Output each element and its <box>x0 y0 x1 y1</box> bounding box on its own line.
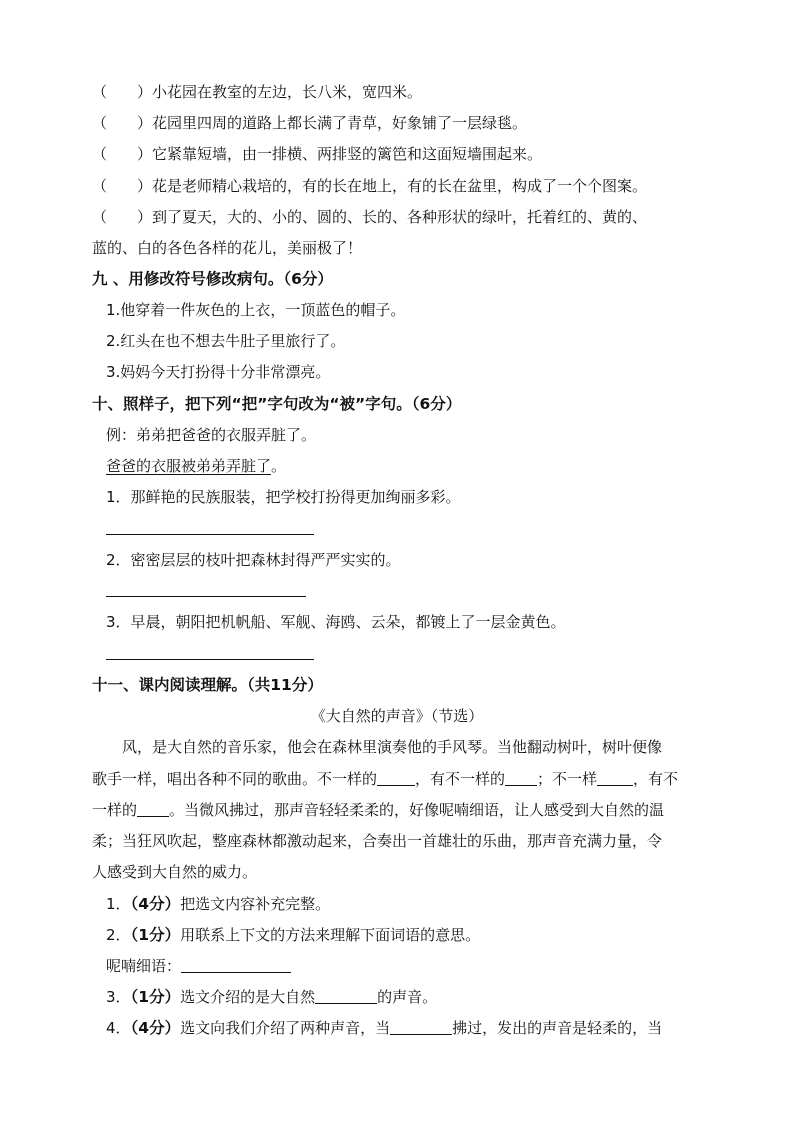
answer-line-3[interactable] <box>106 659 314 660</box>
example-answer-end: 。 <box>271 457 287 475</box>
question-text: 用联系上下文的方法来理解下面词语的意思。 <box>180 926 481 944</box>
question-number: 4． <box>106 1019 131 1037</box>
question-number: 1． <box>106 895 131 913</box>
order-row-3: （ ）它紧靠短墙，由一排横、两排竖的篱笆和这面短墙围起来。 <box>92 145 543 163</box>
fill-blank-4[interactable] <box>137 802 169 817</box>
order-row-2: （ ）花园里四周的道路上都长满了青草，好象铺了一层绿毯。 <box>92 114 528 132</box>
order-row-5: （ ）到了夏天，大的、小的、圆的、长的、各种形状的绿叶，托着红的、黄的、 <box>92 208 648 226</box>
question-2-word <box>106 956 291 976</box>
passage-line-5: 人感受到大自然的威力。 <box>92 863 258 881</box>
section10-heading: 十、照样子，把下列“把”字句改为“被”字句。（6分） <box>92 395 462 413</box>
question-text: 选文向我们介绍了两种声音，当 <box>180 1019 391 1037</box>
fill-blank-3[interactable] <box>597 771 633 786</box>
section9-heading: 九 、用修改符号修改病句。（6分） <box>92 270 333 288</box>
answer-line-1[interactable] <box>106 534 314 535</box>
passage-text: 。当微风拂过，那声音轻轻柔柔的，好像呢喃细语，让人感受到大自然的温 <box>169 801 665 819</box>
passage-text: ，有不 <box>633 770 679 788</box>
example-sentence: 例：弟弟把爸爸的衣服弄脏了。 <box>106 426 317 444</box>
passage-text: 一样的 <box>92 801 138 819</box>
question-2 <box>106 925 480 945</box>
sentence-3: 3.妈妈今天打扮得十分非常漂亮。 <box>106 363 331 381</box>
question-number: 2． <box>106 926 131 944</box>
fill-blank-1[interactable] <box>377 771 415 786</box>
order-row-4: （ ）花是老师精心栽培的，有的长在地上，有的长在盆里，构成了一个个图案。 <box>92 177 648 195</box>
question-text: 拂过，发出的声音是轻柔的，当 <box>452 1019 663 1037</box>
passage-line-3 <box>92 800 664 820</box>
passage-line-1: 风，是大自然的音乐家，他会在森林里演奏他的手风琴。当他翻动树叶，树叶便像 <box>92 738 663 756</box>
passage-text: ，有不一样的 <box>415 770 506 788</box>
question-1 <box>106 894 330 914</box>
word-meaning-blank[interactable] <box>181 958 291 973</box>
passage-title: 《大自然的声音》（节选） <box>310 707 484 725</box>
rewrite-item-3: 3．早晨，朝阳把机帆船、军舰、海鸥、云朵，都镀上了一层金黄色。 <box>106 613 566 631</box>
question-3 <box>106 987 437 1007</box>
question-text: 选文介绍的是大自然 <box>180 988 316 1006</box>
sentence-1: 1.他穿着一件灰色的上衣，一顶蓝色的帽子。 <box>106 301 406 319</box>
order-row-1: （ ）小花园在教室的左边，长八米，宽四米。 <box>92 83 423 101</box>
word-label: 呢喃细语： <box>106 957 182 975</box>
passage-text: ；不一样 <box>537 770 598 788</box>
example-answer: 爸爸的衣服被弟弟弄脏了 <box>106 457 272 475</box>
question-4 <box>106 1018 662 1038</box>
question-text: 把选文内容补充完整。 <box>180 895 331 913</box>
section11-heading: 十一、课内阅读理解。（共11分） <box>92 676 323 694</box>
question-score: （4分） <box>130 895 181 913</box>
answer-line-2[interactable] <box>106 596 306 597</box>
question-score: （1分） <box>130 988 181 1006</box>
q4-blank[interactable] <box>390 1020 452 1035</box>
fill-blank-2[interactable] <box>505 771 537 786</box>
passage-line-2 <box>92 769 678 789</box>
question-text: 的声音。 <box>377 988 438 1006</box>
rewrite-item-1: 1．那鲜艳的民族服装，把学校打扮得更加绚丽多彩。 <box>106 488 461 506</box>
q3-blank[interactable] <box>315 989 377 1004</box>
question-number: 3． <box>106 988 131 1006</box>
passage-line-4: 柔；当狂风吹起，整座森林都激动起来，合奏出一首雄壮的乐曲，那声音充满力量，令 <box>92 832 663 850</box>
question-score: （1分） <box>130 926 181 944</box>
rewrite-item-2: 2．密密层层的枝叶把森林封得严严实实的。 <box>106 551 401 569</box>
question-score: （4分） <box>130 1019 181 1037</box>
passage-text: 歌手一样，唱出各种不同的歌曲。不一样的 <box>92 770 378 788</box>
example-answer-line <box>106 456 286 476</box>
sentence-2: 2.红头在也不想去牛肚子里旅行了。 <box>106 332 346 350</box>
order-row-5-cont: 蓝的、白的各色各样的花儿，美丽极了！ <box>92 239 363 257</box>
